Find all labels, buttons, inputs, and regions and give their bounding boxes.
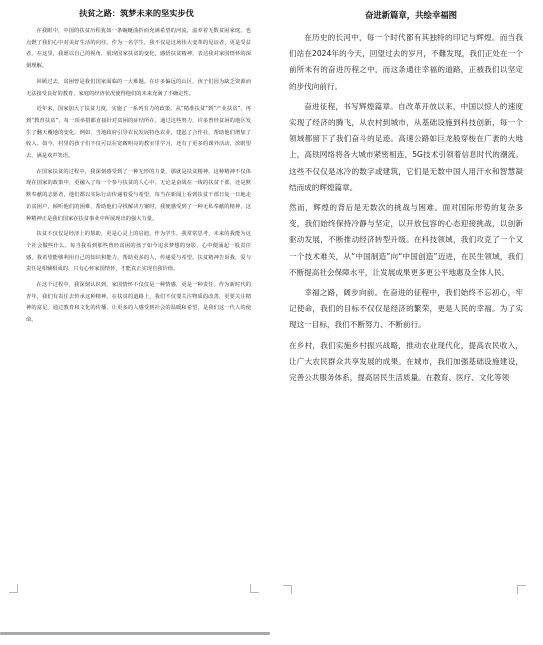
page-title: 扶贫之路：筑梦未来的坚实步伐 [79, 8, 194, 18]
page-title: 奋进新篇章，共绘幸福图 [364, 10, 458, 20]
paragraph: 近年来，国家加大了扶贫力度，实施了一系列有力的政策。从“精准扶贫”到“产业扶贫”，再到“教育扶贫”，每一项举措都直接针对贫困的症结所在。通过这些努力，许多曾经贫困的地区发生了翻天覆地的变化。例如，当地政府引导农民发展特色农业，建起了合作社，帮助他们增加了收入。如今，村里的孩子们不仅可以在宽敞明亮的教室里学习，还有了更多的课外活动，放眼望去，满是欢声笑语。 [26, 106, 251, 160]
margin-corner-mark [283, 585, 292, 594]
horizontal-scrollbar[interactable] [0, 626, 543, 645]
margin-corner-mark [517, 585, 526, 594]
document-page-right [279, 0, 543, 612]
paragraph: 幸福之路，阔步向前。在奋进的征程中，我们始终不忘初心，牢记使命，我们的目标不仅仅是经济的繁荣，更是人民的幸福。为了实现这一目标，我们不断努力、不断前行。 [289, 288, 523, 330]
page-gutter [267, 0, 279, 612]
paragraph: 在历史的长河中，每一个时代都有其独特的印记与辉煌。而当我们站在2024年的今天，回望过去的岁月，不難发现，我们正处在一个前所未有的奋进历程之中，而这条通往幸福的道路，正被我们以坚定的步伐向前行。 [289, 33, 523, 91]
margin-corner-mark [250, 584, 259, 593]
paragraph: 然而，辉煌的背后是无数次的挑战与困难。面对国际形势的复杂多变，我们始终保持冷静与坚定，以开放包容的心态迎接挑战，以创新驱动发展，不断推动经济转型升级。在科技领域，我们攻克了一个又一个技术难关，从“中国制造”向“中国创造”迈进，在民生领域，我们不断提高社会保障水平，让发展成果更多更公平地惠及全体人民。 [289, 203, 523, 277]
paragraph: 扶贫不仅仅是经济上的帮助，更是心灵上的启迪。作为学生，我常常思考，未来的我能为这个社会做些什么。每当我看到那些曾经贫困的孩子如今追求梦想的身影，心中便涌起一股责任感，我希望能够利用自己的知识和能力，帮助更多的人，传递爱与希望。扶贫精神告诉我，爱与责任是相辅相成的，只有心怀家国情怀，才能真正实现自我价值。 [26, 231, 251, 273]
paragraph: 在这个过程中，我深刻认识到，家国情怀不仅仅是一种情感，更是一种责任。作为新时代的青年，我们有责任去传承这种精神。在扶贫的道路上，我们不仅要关注物质的改善，更要关注精神的富足。通过教育和文化的传播，让更多的人感受到社会的温暖和希望，是我们这一代人的使命。 [26, 282, 251, 324]
paragraph: 奋进征程，书写辉煌篇章。自改革开放以来，中国以惊人的速度实现了经济的腾飞，从农村到城市，从基础设施到科技创新，每一个领域都留下了我们奋斗的足迹。高速公路如巨龙般穿梭在广袤的大地上，高铁网络将各大城市紧密相连，5G技术引领着信息时代的潮流。这些不仅仅是冰冷的数字或建筑，它们是无数中国人用汗水和智慧凝结而成的辉煌篇章。 [289, 101, 523, 192]
paragraph: 在乡村，我们实施乡村振兴战略，推动农业现代化，提高农民收入，让广大农民群众共享发展的成果。在城市，我们加强基础设施建设，完善公共服务体系，提高居民生活质量。在教育、医疗、文化等领 [289, 340, 523, 383]
paragraph: 在我眼中，中国的扶贫历程犹如一条蜿蜒曲折而充满希望的河流，滋养着无数贫困家庭，也点燃了我们心中对美好生活的向往。作为一名学生，我不仅是这场伟大变革的见证者，更是受益者。在这里，我愿以自己的视角，展现国家扶贫的变化，感悟扶贫精神，表达我对家国情怀的深刻理解。 [26, 28, 251, 70]
page-body [289, 30, 523, 390]
document-page-left [0, 0, 267, 612]
margin-corner-mark [9, 584, 18, 593]
paragraph: 回顾过去，贫困曾是我们国家面临的一大难题。在许多偏远的山区，孩子们因为缺乏资源而无法接受良好的教育，家庭的经济状况使得他们的未来充满了不确定性。 [26, 78, 251, 97]
scrollbar-thumb[interactable] [0, 632, 270, 635]
page-body [26, 26, 251, 331]
paragraph: 在国家扶贫的过程中，我深刻感受到了一种无形的力量，那就是扶贫精神。这种精神不仅体现在国家的政策中，更融入了每一个参与扶贫的人心中。无论是奋战在一线的扶贫干部，还是默默奉献的志愿者，他们都以实际行动传递着爱与希望。每当在新闻上看到扶贫干部日复一日地走访贫困户，倾听他们的困难，帮助他们寻找解决方案时，我便感受到了一种无私奉献的精神，这种精神正是我们国家在扶贫事业中所展现出的强大力量。 [26, 168, 251, 222]
